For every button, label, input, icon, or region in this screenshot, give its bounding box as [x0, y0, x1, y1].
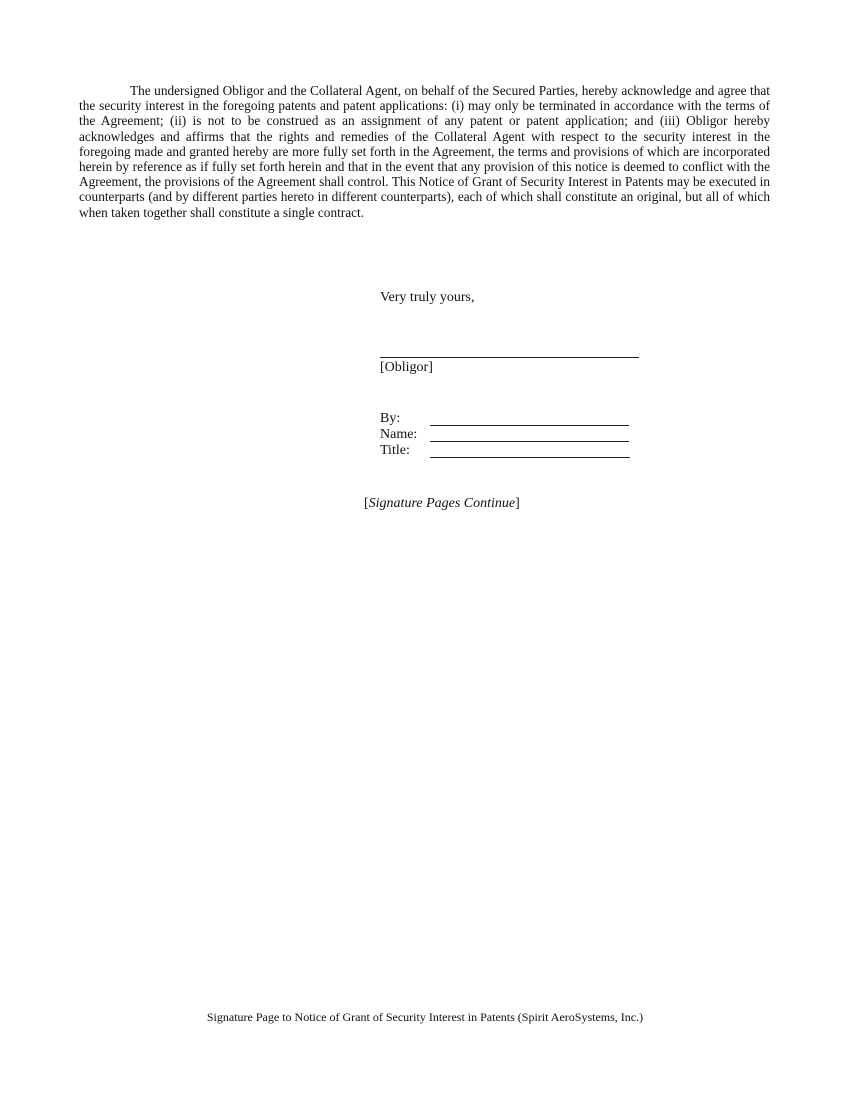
- obligor-signature-line: [380, 357, 639, 358]
- title-label: Title:: [380, 443, 410, 458]
- signature-name-row: [380, 427, 640, 443]
- by-label: By:: [380, 411, 401, 426]
- by-blank-line: [430, 425, 629, 426]
- page-footer: Signature Page to Notice of Grant of Security Interest in Patents (Spirit AeroSystems, Inc.): [206, 1010, 644, 1024]
- continue-close-bracket: ]: [515, 496, 520, 511]
- obligor-entity-label: [Obligor]: [380, 360, 433, 375]
- continue-open-bracket: [: [364, 496, 369, 511]
- name-label: Name:: [380, 427, 418, 442]
- signature-pages-continue-note: [364, 496, 520, 512]
- closing-salutation: Very truly yours,: [380, 290, 475, 305]
- title-blank-line: [430, 457, 630, 458]
- acknowledgement-paragraph: The undersigned Obligor and the Collateral Agent, on behalf of the Secured Parties, hereby acknowledge and agree that the security interest in the foregoing patents and patent applications: (i) may only be terminated in accordance with the terms of the Agreement; (ii) is not to be construed as an assignment of any patent or patent application; and (iii) Obligor hereby acknowledges and affirms that the rights and remedies of the Collateral Agent with respect to the security interest in the foregoing made and granted hereby are more fully set forth in the Agreement, the terms and provisions of which are incorporated herein by reference as if fully set forth herein and that in the event that any provision of this notice is deemed to conflict with the Agreement, the provisions of the Agreement shall control. This Notice of Grant of Security Interest in Patents may be executed in counterparts (and by different parties hereto in different counterparts), each of which shall constitute an original, but all of which when taken together shall constitute a single contract.: [79, 83, 770, 220]
- continue-text: Signature Pages Continue: [368, 496, 516, 511]
- name-blank-line: [430, 441, 629, 442]
- signature-by-row: [380, 411, 640, 427]
- signature-title-row: [380, 443, 640, 459]
- signature-block: [380, 411, 640, 459]
